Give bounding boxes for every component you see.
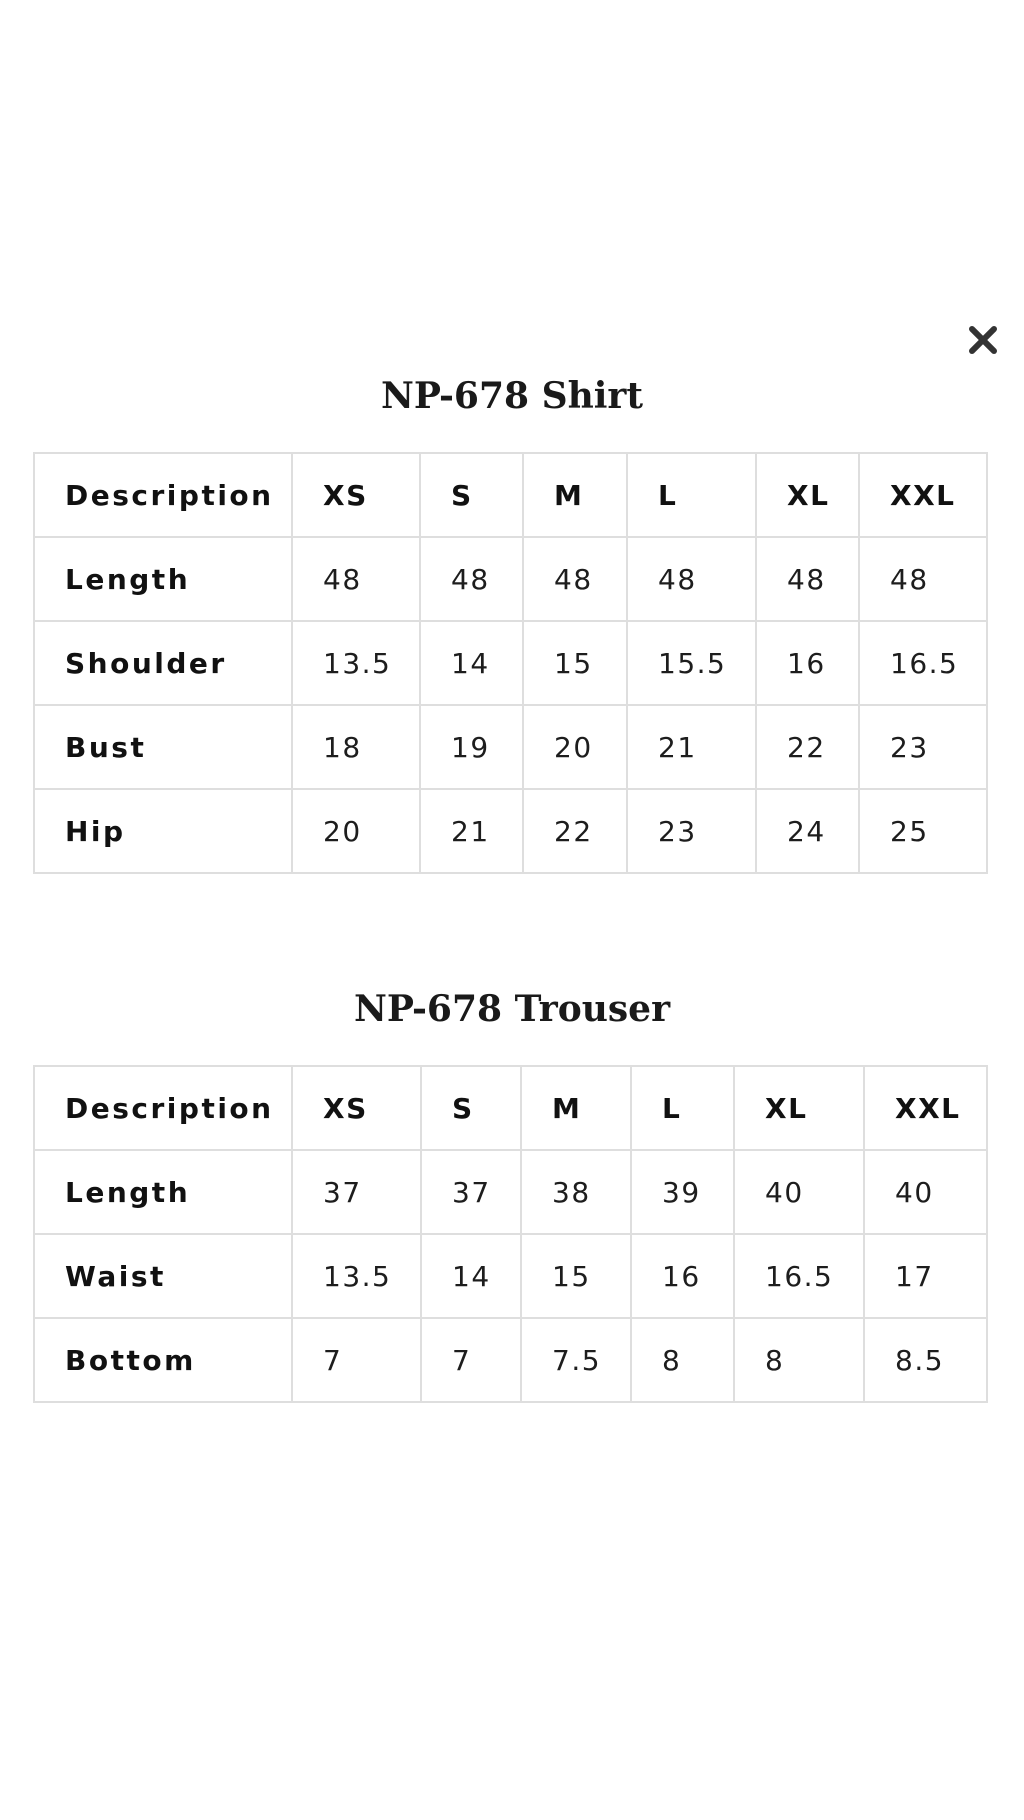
- header-cell: XL: [756, 453, 859, 537]
- table-cell: 48: [292, 537, 420, 621]
- table-cell: 40: [734, 1150, 864, 1234]
- table-cell: 22: [523, 789, 627, 873]
- table-header-row: [34, 1066, 987, 1150]
- table-cell: 20: [292, 789, 420, 873]
- table-cell: 17: [864, 1234, 987, 1318]
- table-cell: 7: [292, 1318, 421, 1402]
- close-button[interactable]: [963, 320, 1003, 360]
- table-row: [34, 537, 987, 621]
- table-cell: 8: [631, 1318, 734, 1402]
- table-cell: 21: [420, 789, 523, 873]
- table-cell: 16.5: [734, 1234, 864, 1318]
- shirt-title: NP-678 Shirt: [380, 375, 644, 417]
- table-cell: 39: [631, 1150, 734, 1234]
- header-cell: XXL: [864, 1066, 987, 1150]
- table-row: [34, 1318, 987, 1402]
- header-cell: S: [421, 1066, 521, 1150]
- table-cell: 48: [420, 537, 523, 621]
- shirt-size-table: [33, 452, 988, 874]
- table-cell: 21: [627, 705, 756, 789]
- header-cell: XXL: [859, 453, 987, 537]
- table-cell: 48: [756, 537, 859, 621]
- table-cell: 48: [627, 537, 756, 621]
- table-cell: 48: [859, 537, 987, 621]
- row-label: Length: [34, 1150, 292, 1234]
- table-cell: 18: [292, 705, 420, 789]
- header-cell: L: [631, 1066, 734, 1150]
- header-cell: M: [521, 1066, 631, 1150]
- table-cell: 7: [421, 1318, 521, 1402]
- table-cell: 15.5: [627, 621, 756, 705]
- table-cell: 24: [756, 789, 859, 873]
- trouser-size-table: [33, 1065, 988, 1403]
- table-cell: 7.5: [521, 1318, 631, 1402]
- table-cell: 37: [292, 1150, 421, 1234]
- table-cell: 14: [421, 1234, 521, 1318]
- table-cell: 15: [523, 621, 627, 705]
- table-row: [34, 621, 987, 705]
- row-label: Shoulder: [34, 621, 292, 705]
- table-cell: 16.5: [859, 621, 987, 705]
- table-row: [34, 789, 987, 873]
- row-label: Hip: [34, 789, 292, 873]
- header-cell: Description: [34, 453, 292, 537]
- table-cell: 19: [420, 705, 523, 789]
- table-cell: 16: [756, 621, 859, 705]
- table-row: [34, 1234, 987, 1318]
- header-cell: S: [420, 453, 523, 537]
- row-label: Waist: [34, 1234, 292, 1318]
- row-label: Bust: [34, 705, 292, 789]
- table-cell: 40: [864, 1150, 987, 1234]
- table-cell: 37: [421, 1150, 521, 1234]
- table-cell: 48: [523, 537, 627, 621]
- table-cell: 8.5: [864, 1318, 987, 1402]
- table-cell: 13.5: [292, 621, 420, 705]
- table-cell: 14: [420, 621, 523, 705]
- table-row: [34, 1150, 987, 1234]
- trouser-title: NP-678 Trouser: [353, 988, 671, 1030]
- header-cell: XL: [734, 1066, 864, 1150]
- table-cell: 13.5: [292, 1234, 421, 1318]
- header-cell: XS: [292, 453, 420, 537]
- table-header-row: [34, 453, 987, 537]
- table-cell: 23: [859, 705, 987, 789]
- table-cell: 15: [521, 1234, 631, 1318]
- table-row: [34, 705, 987, 789]
- header-cell: Description: [34, 1066, 292, 1150]
- table-cell: 25: [859, 789, 987, 873]
- table-cell: 23: [627, 789, 756, 873]
- header-cell: M: [523, 453, 627, 537]
- header-cell: L: [627, 453, 756, 537]
- table-cell: 38: [521, 1150, 631, 1234]
- close-x-icon: [968, 325, 998, 355]
- table-cell: 22: [756, 705, 859, 789]
- row-label: Length: [34, 537, 292, 621]
- table-cell: 16: [631, 1234, 734, 1318]
- header-cell: XS: [292, 1066, 421, 1150]
- table-cell: 8: [734, 1318, 864, 1402]
- row-label: Bottom: [34, 1318, 292, 1402]
- table-cell: 20: [523, 705, 627, 789]
